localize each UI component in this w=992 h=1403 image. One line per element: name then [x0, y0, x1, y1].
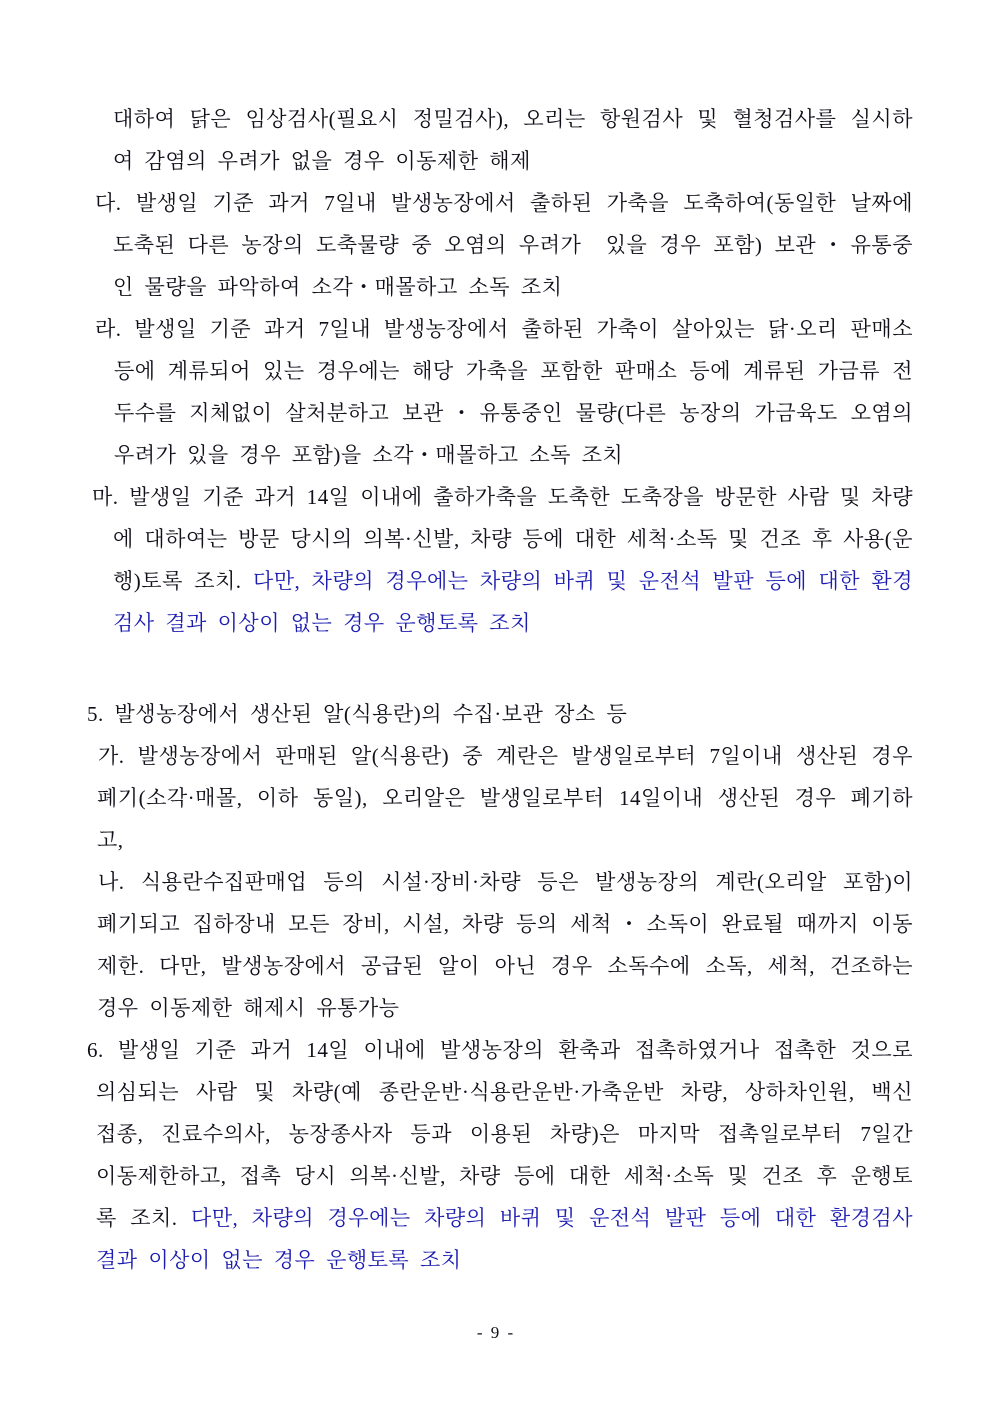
text-line	[87, 1239, 913, 1281]
text-segment: 등에 계류되어 있는 경우에는 해당 가축을 포함한 판매소 등에 계류된 가금류 전	[114, 359, 913, 383]
paragraph-item-da	[87, 182, 913, 308]
text-line	[87, 1155, 913, 1197]
text-segment: 우려가 있을 경우 포함)을 소각・매몰하고 소독 조치	[114, 443, 624, 467]
text-segment: 다. 발생일 기준 과거 7일내 발생농장에서 출하된 가축을 도축하여(동일한 날짜에	[95, 191, 913, 215]
text-segment-blue: 결과 이상이 없는 경우 운행토록 조치	[96, 1248, 462, 1272]
text-segment: 록 조치.	[96, 1206, 191, 1230]
text-line	[87, 945, 913, 987]
text-line	[87, 987, 913, 1029]
text-segment: 대하여 닭은 임상검사(필요시 정밀검사), 오리는 항원검사 및 혈청검사를 실시하	[113, 107, 913, 131]
paragraph-item-ga	[87, 735, 913, 861]
text-segment: 경우 이동제한 해제시 유통가능	[97, 996, 400, 1020]
paragraph-item-na	[87, 861, 913, 1029]
text-line	[87, 476, 913, 518]
text-line	[87, 1071, 913, 1113]
text-segment: 제한. 다만, 발생농장에서 공급된 알이 아닌 경우 소독수에 소독, 세척, 건조하는	[97, 954, 913, 978]
text-segment: 라. 발생일 기준 과거 7일내 발생농장에서 출하된 가축이 살아있는 닭·오리 판매소	[95, 317, 913, 341]
text-line	[87, 434, 913, 476]
text-line	[87, 224, 913, 266]
paragraph-item-ma	[87, 476, 913, 644]
paragraph-item-ra	[87, 308, 913, 476]
text-segment: 여 감염의 우려가 없을 경우 이동제한 해제	[113, 149, 531, 173]
text-segment: 고,	[97, 828, 124, 852]
text-segment-blue: 검사 결과 이상이 없는 경우 운행토록 조치	[113, 611, 531, 635]
text-line	[87, 903, 913, 945]
text-segment: 6. 발생일 기준 과거 14일 이내에 발생농장의 환축과 접촉하였거나 접촉한 것으로	[87, 1038, 913, 1062]
text-line	[87, 693, 913, 735]
text-line	[87, 819, 913, 861]
text-line	[87, 1029, 913, 1071]
text-segment: 폐기되고 집하장내 모든 장비, 시설, 차량 등의 세척・소독이 완료될 때까지 이동	[97, 912, 913, 936]
text-line	[87, 735, 913, 777]
text-line	[87, 1197, 913, 1239]
text-line	[87, 560, 913, 602]
text-line	[87, 602, 913, 644]
paragraph-item-6	[87, 1029, 913, 1281]
paragraph-item-5-heading	[87, 693, 913, 735]
text-segment: 에 대하여는 방문 당시의 의복·신발, 차량 등에 대한 세척·소독 및 건조 후 사용(운	[113, 527, 913, 551]
text-line	[87, 308, 913, 350]
text-segment: 나. 식용란수집판매업 등의 시설·장비·차량 등은 발생농장의 계란(오리알 포함)이	[98, 870, 913, 894]
text-segment: 이동제한하고, 접촉 당시 의복·신발, 차량 등에 대한 세척·소독 및 건조 후 운행토	[96, 1164, 913, 1188]
paragraph-item-continuation-from-previous-page	[87, 98, 913, 182]
text-line	[87, 140, 913, 182]
text-segment: 마. 발생일 기준 과거 14일 이내에 출하가축을 도축한 도축장을 방문한 사람 및 차량	[92, 485, 913, 509]
text-segment: 폐기(소각·매몰, 이하 동일), 오리알은 발생일로부터 14일이내 생산된 경우 폐기하	[97, 786, 913, 810]
text-line	[87, 98, 913, 140]
text-line	[87, 777, 913, 819]
text-line	[87, 266, 913, 308]
text-line	[87, 392, 913, 434]
text-segment: 행)토록 조치.	[113, 569, 253, 593]
text-segment: 가. 발생농장에서 판매된 알(식용란) 중 계란은 발생일로부터 7일이내 생산된 경우	[98, 744, 913, 768]
text-segment: 도축된 다른 농장의 도축물량 중 오염의 우려가 있을 경우 포함) 보관・유통중	[113, 233, 913, 257]
document-text-block	[87, 98, 913, 1281]
text-segment: 두수를 지체없이 살처분하고 보관・유통중인 물량(다른 농장의 가금육도 오염의	[114, 401, 913, 425]
text-segment: 접종, 진료수의사, 농장종사자 등과 이용된 차량)은 마지막 접촉일로부터 7일간	[96, 1122, 913, 1146]
text-line	[87, 861, 913, 903]
text-segment: 인 물량을 파악하여 소각・매몰하고 소독 조치	[113, 275, 563, 299]
text-segment: 의심되는 사람 및 차량(예 종란운반·식용란운반·가축운반 차량, 상하차인원, 백신	[96, 1080, 913, 1104]
text-segment: 5. 발생농장에서 생산된 알(식용란)의 수집·보관 장소 등	[87, 702, 628, 726]
text-line	[87, 350, 913, 392]
text-segment-blue: 다만, 차량의 경우에는 차량의 바퀴 및 운전석 발판 등에 대한 환경검사	[190, 1206, 913, 1230]
page-number: - 9 -	[476, 1323, 516, 1342]
text-line	[87, 518, 913, 560]
text-line	[87, 1113, 913, 1155]
text-segment-blue: 다만, 차량의 경우에는 차량의 바퀴 및 운전석 발판 등에 대한 환경	[252, 569, 913, 593]
text-line	[87, 182, 913, 224]
